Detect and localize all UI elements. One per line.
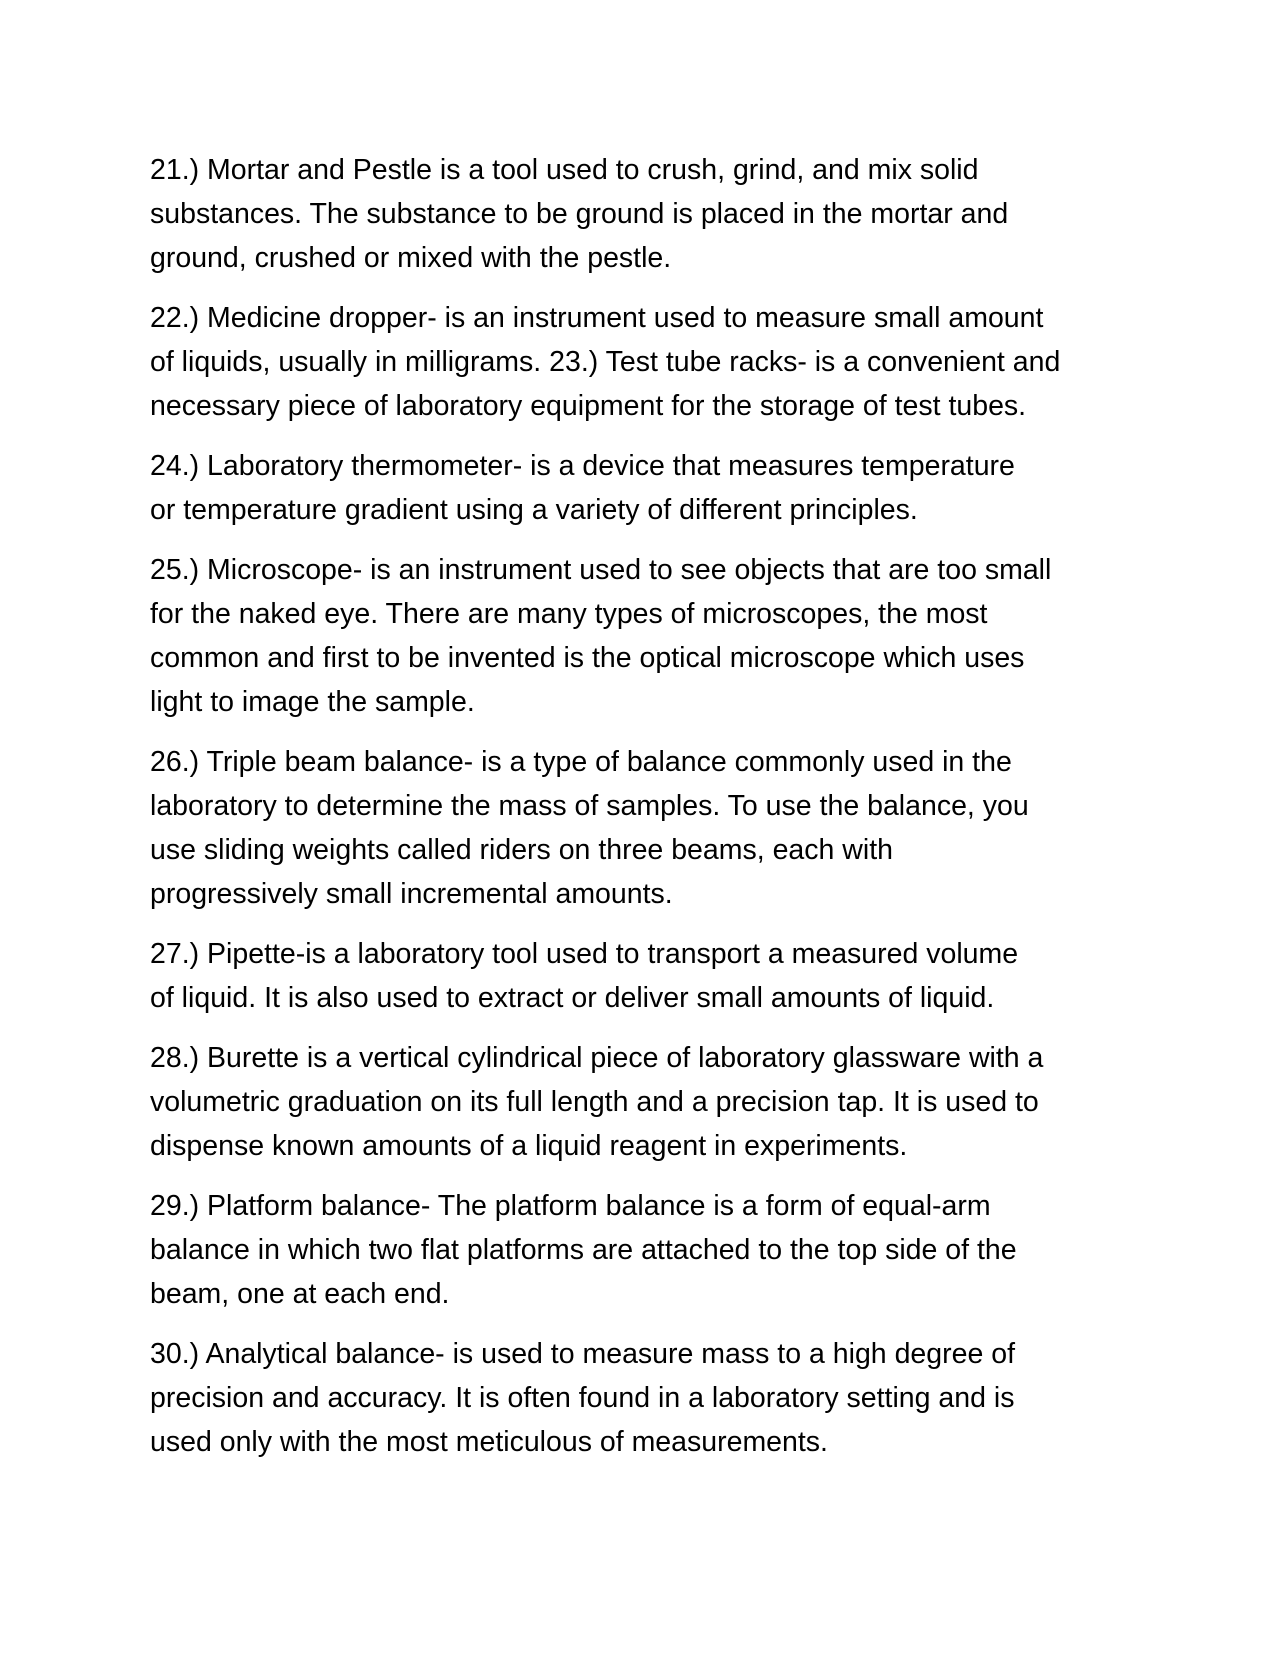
paragraph-burette: 28.) Burette is a vertical cylindrical piece of laboratory glassware with a volumetric graduation on its full length and a precision tap. It is used to dispense known amounts of a liquid reagent in experiments.	[150, 1042, 1044, 1162]
paragraph-platform-balance: 29.) Platform balance- The platform balance is a form of equal-arm balance in which two flat platforms are attached to the top side of the beam, one at each end.	[150, 1190, 1017, 1310]
paragraph-laboratory-thermometer: 24.) Laboratory thermometer- is a device that measures temperature or temperature gradient using a variety of different principles.	[150, 450, 1015, 526]
document-body	[150, 148, 1140, 1480]
paragraph-medicine-dropper: 22.) Medicine dropper- is an instrument used to measure small amount of liquids, usually in milligrams. 23.) Test tube racks- is a convenient and necessary piece of laboratory equipment for the storage of test tubes.	[150, 302, 1061, 422]
paragraph-analytical-balance: 30.) Analytical balance- is used to measure mass to a high degree of precision and accuracy. It is often found in a laboratory setting and is used only with the most meticulous of measurements.	[150, 1338, 1015, 1458]
paragraph-pipette: 27.) Pipette-is a laboratory tool used to transport a measured volume of liquid. It is also used to extract or deliver small amounts of liquid.	[150, 938, 1019, 1014]
paragraph-microscope: 25.) Microscope- is an instrument used to see objects that are too small for the naked eye. There are many types of microscopes, the most common and first to be invented is the optical microscope which uses light to image the sample.	[150, 554, 1052, 718]
paragraph-triple-beam-balance: 26.) Triple beam balance- is a type of balance commonly used in the laboratory to determine the mass of samples. To use the balance, you use sliding weights called riders on three beams, each with progressively small incremental amounts.	[150, 746, 1029, 910]
paragraph-mortar-and-pestle: 21.) Mortar and Pestle is a tool used to crush, grind, and mix solid substances. The substance to be ground is placed in the mortar and ground, crushed or mixed with the pestle.	[150, 154, 1009, 274]
